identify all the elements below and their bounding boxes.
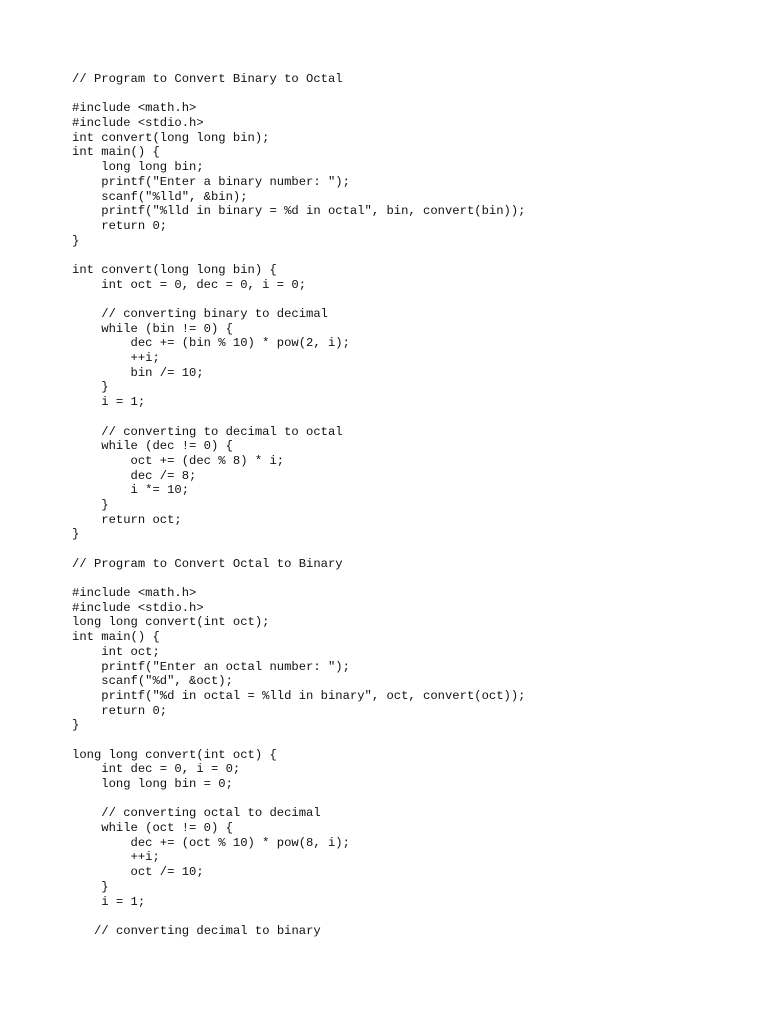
- code-line: ++i;: [72, 850, 160, 865]
- code-line: #include <stdio.h>: [72, 116, 204, 131]
- code-line: int oct;: [72, 644, 160, 659]
- code-line: dec /= 8;: [72, 468, 197, 483]
- code-line: // converting octal to decimal: [72, 806, 321, 821]
- code-line: // converting decimal to binary: [94, 923, 321, 938]
- code-line: ++i;: [72, 351, 160, 366]
- code-line: long long convert(int oct);: [72, 615, 270, 630]
- code-line: }: [72, 380, 109, 395]
- blank-line: [72, 410, 752, 425]
- code-line: while (dec != 0) {: [72, 439, 233, 454]
- blank-line: [72, 87, 752, 102]
- code-line: // converting binary to decimal: [72, 307, 328, 321]
- code-line: dec += (bin % 10) * pow(2, i);: [72, 336, 350, 351]
- code-line: return 0;: [72, 218, 168, 233]
- code-line: oct /= 10;: [72, 865, 204, 880]
- code-line: printf("%d in octal = %lld in binary", oct, convert(oct));: [72, 688, 526, 703]
- code-line: }: [72, 718, 80, 733]
- code-line: scanf("%d", &oct);: [72, 674, 233, 689]
- blank-line: [72, 792, 752, 807]
- code-line: #include <math.h>: [72, 586, 197, 601]
- code-line: i *= 10;: [72, 483, 190, 498]
- code-line: }: [72, 497, 109, 512]
- code-line: // converting to decimal to octal: [72, 424, 343, 439]
- code-line: #include <stdio.h>: [72, 600, 204, 615]
- blank-line: [72, 292, 752, 307]
- code-line: int dec = 0, i = 0;: [72, 762, 241, 777]
- code-line: printf("Enter an octal number: ");: [72, 659, 350, 674]
- code-line: int main() {: [72, 630, 160, 645]
- code-line: dec += (oct % 10) * pow(8, i);: [72, 835, 350, 850]
- code-line: long long bin;: [72, 160, 204, 175]
- code-line: i = 1;: [72, 894, 146, 909]
- code-line: int oct = 0, dec = 0, i = 0;: [72, 277, 307, 292]
- code-line: long long convert(int oct) {: [72, 747, 277, 762]
- code-line: while (bin != 0) {: [72, 321, 233, 336]
- code-line: i = 1;: [72, 395, 146, 410]
- blank-line: [72, 909, 752, 924]
- blank-line: [72, 248, 752, 263]
- code-line: }: [72, 879, 109, 894]
- blank-line: [72, 571, 752, 586]
- code-line: // Program to Convert Octal to Binary: [72, 556, 343, 571]
- code-line: // Program to Convert Binary to Octal: [72, 72, 343, 86]
- code-line: oct += (dec % 8) * i;: [72, 453, 285, 468]
- blank-line: [72, 542, 752, 557]
- code-document: [72, 72, 752, 939]
- code-line: int main() {: [72, 145, 160, 160]
- code-line: }: [72, 527, 80, 542]
- code-line: return oct;: [72, 512, 182, 527]
- code-line: #include <math.h>: [72, 101, 197, 116]
- blank-line: [72, 733, 752, 748]
- code-line: return 0;: [72, 703, 168, 718]
- code-line: long long bin = 0;: [72, 777, 233, 791]
- code-line: while (oct != 0) {: [72, 821, 233, 836]
- code-line: bin /= 10;: [72, 365, 204, 380]
- code-line: scanf("%lld", &bin);: [72, 189, 248, 204]
- code-line: }: [72, 233, 80, 248]
- code-line: printf("%lld in binary = %d in octal", bin, convert(bin));: [72, 204, 526, 219]
- code-line: printf("Enter a binary number: ");: [72, 174, 350, 189]
- code-line: int convert(long long bin);: [72, 130, 270, 145]
- code-line: int convert(long long bin) {: [72, 262, 277, 277]
